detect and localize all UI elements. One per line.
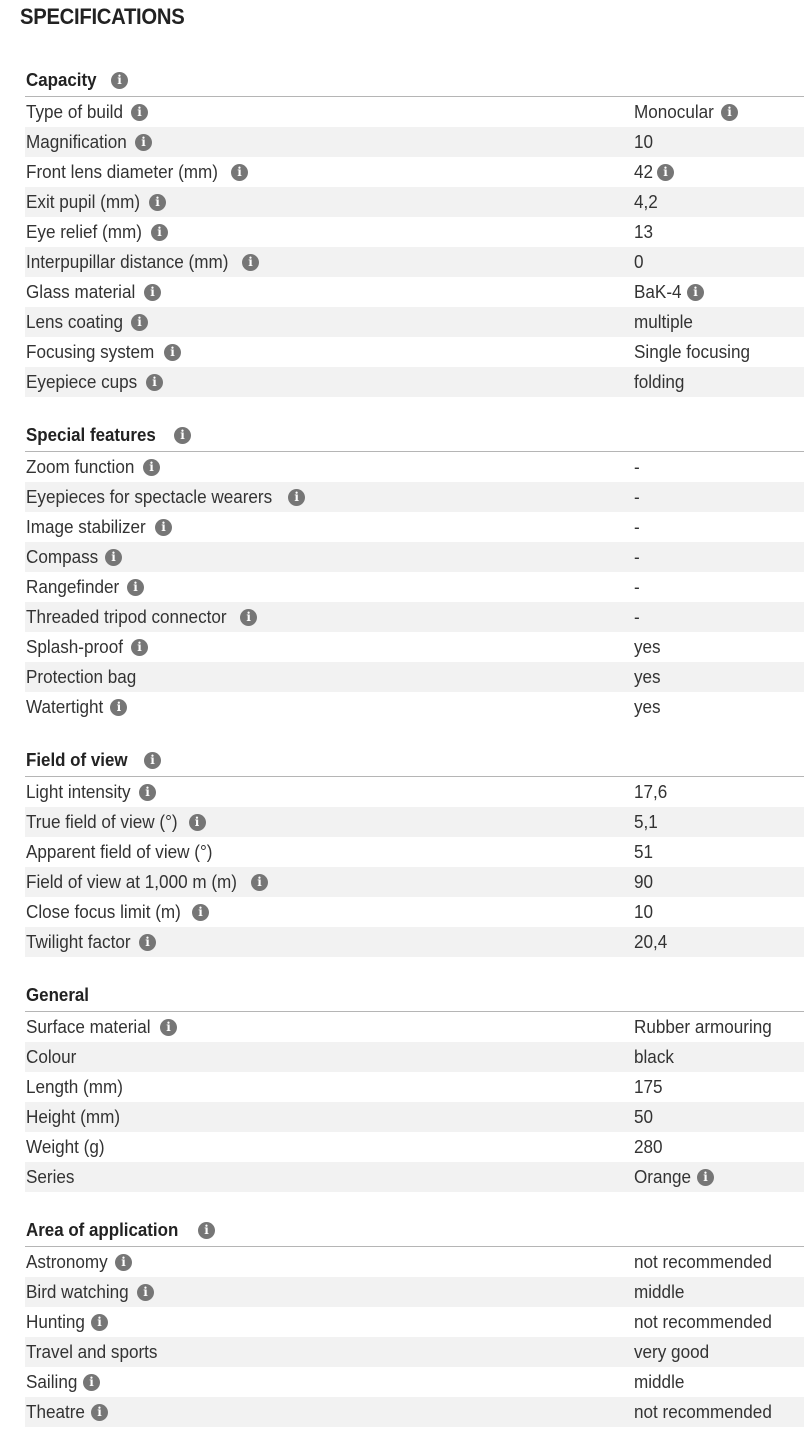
- section-title: Field of view: [26, 749, 128, 770]
- spec-value: folding: [634, 371, 685, 392]
- info-icon[interactable]: i: [149, 194, 166, 211]
- spec-row: [25, 512, 804, 542]
- spec-value-cell: [634, 667, 804, 688]
- info-icon[interactable]: i: [657, 164, 674, 181]
- spec-value-cell: [634, 102, 804, 123]
- spec-label: Rangefinder: [26, 576, 120, 597]
- spec-value-cell: [634, 372, 804, 393]
- spec-value-cell: [634, 1252, 804, 1273]
- spec-label-cell: [25, 252, 634, 273]
- spec-label: Exit pupil (mm): [26, 191, 141, 212]
- spec-label-cell: [25, 372, 634, 393]
- spec-value: not recommended: [634, 1401, 772, 1422]
- info-icon[interactable]: i: [143, 459, 160, 476]
- spec-row: [25, 1132, 804, 1162]
- spec-value-cell: [634, 697, 804, 718]
- spec-label-cell: [25, 842, 634, 863]
- info-icon[interactable]: i: [115, 1254, 132, 1271]
- spec-label: Eye relief (mm): [26, 221, 142, 242]
- section-header: [25, 1214, 804, 1247]
- spec-value-cell: [634, 842, 804, 863]
- spec-value: 10: [634, 131, 654, 152]
- info-icon[interactable]: i: [105, 549, 122, 566]
- spec-value-cell: [634, 312, 804, 333]
- spec-row: [25, 1307, 804, 1337]
- page-title: SPECIFICATIONS: [20, 4, 185, 29]
- spec-value: yes: [634, 696, 661, 717]
- spec-value-cell: [634, 192, 804, 213]
- spec-row: [25, 927, 804, 957]
- spec-label: Series: [26, 1166, 75, 1187]
- spec-value-cell: [634, 1077, 804, 1098]
- spec-value-cell: [634, 132, 804, 153]
- spec-row: [25, 1247, 804, 1277]
- spec-section-general: [25, 979, 804, 1192]
- spec-label-cell: [25, 222, 634, 243]
- spec-label: Colour: [26, 1046, 77, 1067]
- spec-sections: [25, 64, 804, 1440]
- spec-label-cell: [25, 812, 634, 833]
- spec-value: -: [634, 576, 640, 597]
- section-title: General: [26, 984, 90, 1005]
- spec-value-cell: [634, 1107, 804, 1128]
- info-icon[interactable]: i: [91, 1404, 108, 1421]
- spec-row: [25, 602, 804, 632]
- spec-label: Focusing system: [26, 341, 155, 362]
- spec-value-cell: [634, 1402, 804, 1423]
- section-title: Area of application: [26, 1219, 179, 1240]
- spec-value: 0: [634, 251, 644, 272]
- spec-section-capacity: [25, 64, 804, 397]
- info-icon[interactable]: i: [144, 752, 161, 769]
- info-icon[interactable]: i: [139, 934, 156, 951]
- spec-value: Single focusing: [634, 341, 750, 362]
- spec-label: Type of build: [26, 101, 123, 122]
- spec-value-cell: [634, 577, 804, 598]
- spec-row: [25, 1042, 804, 1072]
- spec-label-cell: [25, 282, 634, 303]
- info-icon[interactable]: i: [721, 104, 738, 121]
- spec-label: Hunting: [26, 1311, 85, 1332]
- spec-label-cell: [25, 607, 634, 628]
- spec-section-special-features: [25, 419, 804, 722]
- spec-label: True field of view (°): [26, 811, 178, 832]
- info-icon[interactable]: i: [697, 1169, 714, 1186]
- info-icon[interactable]: i: [160, 1019, 177, 1036]
- info-icon[interactable]: i: [151, 224, 168, 241]
- spec-value: Orange: [634, 1166, 692, 1187]
- spec-label: Magnification: [26, 131, 127, 152]
- spec-row: [25, 542, 804, 572]
- spec-label-cell: [25, 1312, 634, 1333]
- spec-label-cell: [25, 487, 634, 508]
- spec-value-cell: [634, 1282, 804, 1303]
- spec-label-cell: [25, 577, 634, 598]
- spec-value-cell: [634, 637, 804, 658]
- spec-value-cell: [634, 222, 804, 243]
- spec-value: -: [634, 456, 640, 477]
- spec-label-cell: [25, 1167, 634, 1188]
- spec-row: [25, 1277, 804, 1307]
- spec-value-cell: [634, 487, 804, 508]
- spec-row: [25, 1162, 804, 1192]
- spec-value-cell: [634, 517, 804, 538]
- section-header: [25, 419, 804, 452]
- spec-label: Travel and sports: [26, 1341, 158, 1362]
- section-title: Capacity: [26, 69, 97, 90]
- spec-label-cell: [25, 1252, 634, 1273]
- spec-label: Eyepieces for spectacle wearers: [26, 486, 273, 507]
- spec-row: [25, 1397, 804, 1427]
- spec-label-cell: [25, 162, 634, 183]
- section-header: [25, 744, 804, 777]
- spec-row: [25, 662, 804, 692]
- spec-label-cell: [25, 1402, 634, 1423]
- spec-value-cell: [634, 932, 804, 953]
- spec-row: [25, 337, 804, 367]
- spec-label: Threaded tripod connector: [26, 606, 227, 627]
- info-icon[interactable]: i: [131, 639, 148, 656]
- info-icon[interactable]: i: [192, 904, 209, 921]
- spec-value-cell: [634, 1372, 804, 1393]
- spec-row: [25, 482, 804, 512]
- info-icon[interactable]: i: [231, 164, 248, 181]
- spec-label: Light intensity: [26, 781, 131, 802]
- spec-label-cell: [25, 1372, 634, 1393]
- spec-row: [25, 127, 804, 157]
- spec-label-cell: [25, 1107, 634, 1128]
- info-icon[interactable]: i: [91, 1314, 108, 1331]
- info-icon[interactable]: i: [288, 489, 305, 506]
- spec-label: Compass: [26, 546, 99, 567]
- spec-label: Sailing: [26, 1371, 78, 1392]
- spec-label: Astronomy: [26, 1251, 108, 1272]
- spec-label-cell: [25, 782, 634, 803]
- spec-value-cell: [634, 782, 804, 803]
- spec-value-cell: [634, 607, 804, 628]
- spec-label-cell: [25, 312, 634, 333]
- spec-row: [25, 807, 804, 837]
- spec-value: 280: [634, 1136, 663, 1157]
- spec-row: [25, 1072, 804, 1102]
- spec-value-cell: [634, 282, 804, 303]
- spec-label-cell: [25, 667, 634, 688]
- spec-label-cell: [25, 547, 634, 568]
- spec-value: Monocular: [634, 101, 714, 122]
- spec-value-cell: [634, 1312, 804, 1333]
- spec-value: 50: [634, 1106, 654, 1127]
- info-icon[interactable]: i: [242, 254, 259, 271]
- spec-row: [25, 247, 804, 277]
- spec-value: 17,6: [634, 781, 668, 802]
- spec-row: [25, 277, 804, 307]
- spec-value: yes: [634, 636, 661, 657]
- spec-label-cell: [25, 457, 634, 478]
- spec-label: Watertight: [26, 696, 104, 717]
- spec-value-cell: [634, 1017, 804, 1038]
- spec-value: 13: [634, 221, 654, 242]
- spec-row: [25, 837, 804, 867]
- info-icon[interactable]: i: [198, 1222, 215, 1239]
- spec-value-cell: [634, 162, 804, 183]
- spec-value: -: [634, 486, 640, 507]
- spec-value: yes: [634, 666, 661, 687]
- spec-value-cell: [634, 812, 804, 833]
- spec-label: Height (mm): [26, 1106, 121, 1127]
- spec-label-cell: [25, 1047, 634, 1068]
- spec-row: [25, 307, 804, 337]
- spec-value: 10: [634, 901, 654, 922]
- spec-label-cell: [25, 1137, 634, 1158]
- spec-value-cell: [634, 1047, 804, 1068]
- section-header: [25, 979, 804, 1012]
- spec-label: Bird watching: [26, 1281, 129, 1302]
- info-icon[interactable]: i: [146, 374, 163, 391]
- spec-value-cell: [634, 902, 804, 923]
- spec-value: black: [634, 1046, 674, 1067]
- spec-row: [25, 632, 804, 662]
- section-title: Special features: [26, 424, 156, 445]
- spec-value: middle: [634, 1281, 685, 1302]
- spec-label: Close focus limit (m): [26, 901, 181, 922]
- spec-label-cell: [25, 1017, 634, 1038]
- spec-value: 20,4: [634, 931, 668, 952]
- spec-row: [25, 1337, 804, 1367]
- info-icon[interactable]: i: [251, 874, 268, 891]
- spec-row: [25, 187, 804, 217]
- spec-value: very good: [634, 1341, 710, 1362]
- spec-value-cell: [634, 872, 804, 893]
- spec-label: Twilight factor: [26, 931, 131, 952]
- spec-label-cell: [25, 1282, 634, 1303]
- spec-label: Surface material: [26, 1016, 151, 1037]
- spec-label-cell: [25, 132, 634, 153]
- spec-section-area-of-application: [25, 1214, 804, 1427]
- spec-row: [25, 572, 804, 602]
- info-icon[interactable]: i: [110, 699, 127, 716]
- spec-value: 5,1: [634, 811, 658, 832]
- spec-label-cell: [25, 192, 634, 213]
- spec-label: Zoom function: [26, 456, 135, 477]
- spec-label-cell: [25, 102, 634, 123]
- spec-label: Glass material: [26, 281, 136, 302]
- spec-label-cell: [25, 517, 634, 538]
- info-icon[interactable]: i: [127, 579, 144, 596]
- spec-label-cell: [25, 342, 634, 363]
- section-header: [25, 64, 804, 97]
- spec-row: [25, 157, 804, 187]
- info-icon[interactable]: i: [155, 519, 172, 536]
- info-icon[interactable]: i: [137, 1284, 154, 1301]
- info-icon[interactable]: i: [144, 284, 161, 301]
- info-icon[interactable]: i: [111, 72, 128, 89]
- spec-value-cell: [634, 252, 804, 273]
- spec-label: Length (mm): [26, 1076, 123, 1097]
- spec-row: [25, 217, 804, 247]
- info-icon[interactable]: i: [164, 344, 181, 361]
- spec-value: -: [634, 546, 640, 567]
- spec-label-cell: [25, 1077, 634, 1098]
- spec-row: [25, 97, 804, 127]
- spec-value: multiple: [634, 311, 693, 332]
- info-icon[interactable]: i: [240, 609, 257, 626]
- spec-label: Interpupillar distance (mm): [26, 251, 229, 272]
- spec-value: 42: [634, 161, 654, 182]
- info-icon[interactable]: i: [139, 784, 156, 801]
- spec-value: -: [634, 606, 640, 627]
- spec-row: [25, 897, 804, 927]
- spec-value-cell: [634, 457, 804, 478]
- spec-value: 175: [634, 1076, 663, 1097]
- spec-row: [25, 452, 804, 482]
- spec-value: middle: [634, 1371, 685, 1392]
- spec-value-cell: [634, 342, 804, 363]
- spec-value: 90: [634, 871, 654, 892]
- spec-label-cell: [25, 637, 634, 658]
- spec-value: Rubber armouring: [634, 1016, 772, 1037]
- spec-value: 4,2: [634, 191, 658, 212]
- spec-row: [25, 1367, 804, 1397]
- spec-section-field-of-view: [25, 744, 804, 957]
- spec-value: BaK-4: [634, 281, 682, 302]
- spec-value-cell: [634, 547, 804, 568]
- spec-value-cell: [634, 1342, 804, 1363]
- spec-row: [25, 777, 804, 807]
- spec-value: not recommended: [634, 1311, 772, 1332]
- spec-value: -: [634, 516, 640, 537]
- spec-label-cell: [25, 697, 634, 718]
- spec-row: [25, 692, 804, 722]
- spec-label: Field of view at 1,000 m (m): [26, 871, 237, 892]
- spec-label: Front lens diameter (mm): [26, 161, 218, 182]
- info-icon[interactable]: i: [131, 314, 148, 331]
- info-icon[interactable]: i: [174, 427, 191, 444]
- info-icon[interactable]: i: [131, 104, 148, 121]
- spec-label: Weight (g): [26, 1136, 105, 1157]
- spec-label: Theatre: [26, 1401, 85, 1422]
- spec-label: Image stabilizer: [26, 516, 146, 537]
- spec-label-cell: [25, 932, 634, 953]
- info-icon[interactable]: i: [83, 1374, 100, 1391]
- spec-row: [25, 867, 804, 897]
- spec-value-cell: [634, 1167, 804, 1188]
- spec-label: Protection bag: [26, 666, 137, 687]
- spec-row: [25, 1012, 804, 1042]
- spec-label: Apparent field of view (°): [26, 841, 213, 862]
- info-icon[interactable]: i: [189, 814, 206, 831]
- spec-label-cell: [25, 872, 634, 893]
- spec-row: [25, 367, 804, 397]
- spec-label-cell: [25, 902, 634, 923]
- spec-value: not recommended: [634, 1251, 772, 1272]
- spec-label: Lens coating: [26, 311, 123, 332]
- spec-row: [25, 1102, 804, 1132]
- spec-value: 51: [634, 841, 654, 862]
- info-icon[interactable]: i: [135, 134, 152, 151]
- spec-label-cell: [25, 1342, 634, 1363]
- spec-value-cell: [634, 1137, 804, 1158]
- info-icon[interactable]: i: [687, 284, 704, 301]
- spec-label: Splash-proof: [26, 636, 123, 657]
- spec-label: Eyepiece cups: [26, 371, 138, 392]
